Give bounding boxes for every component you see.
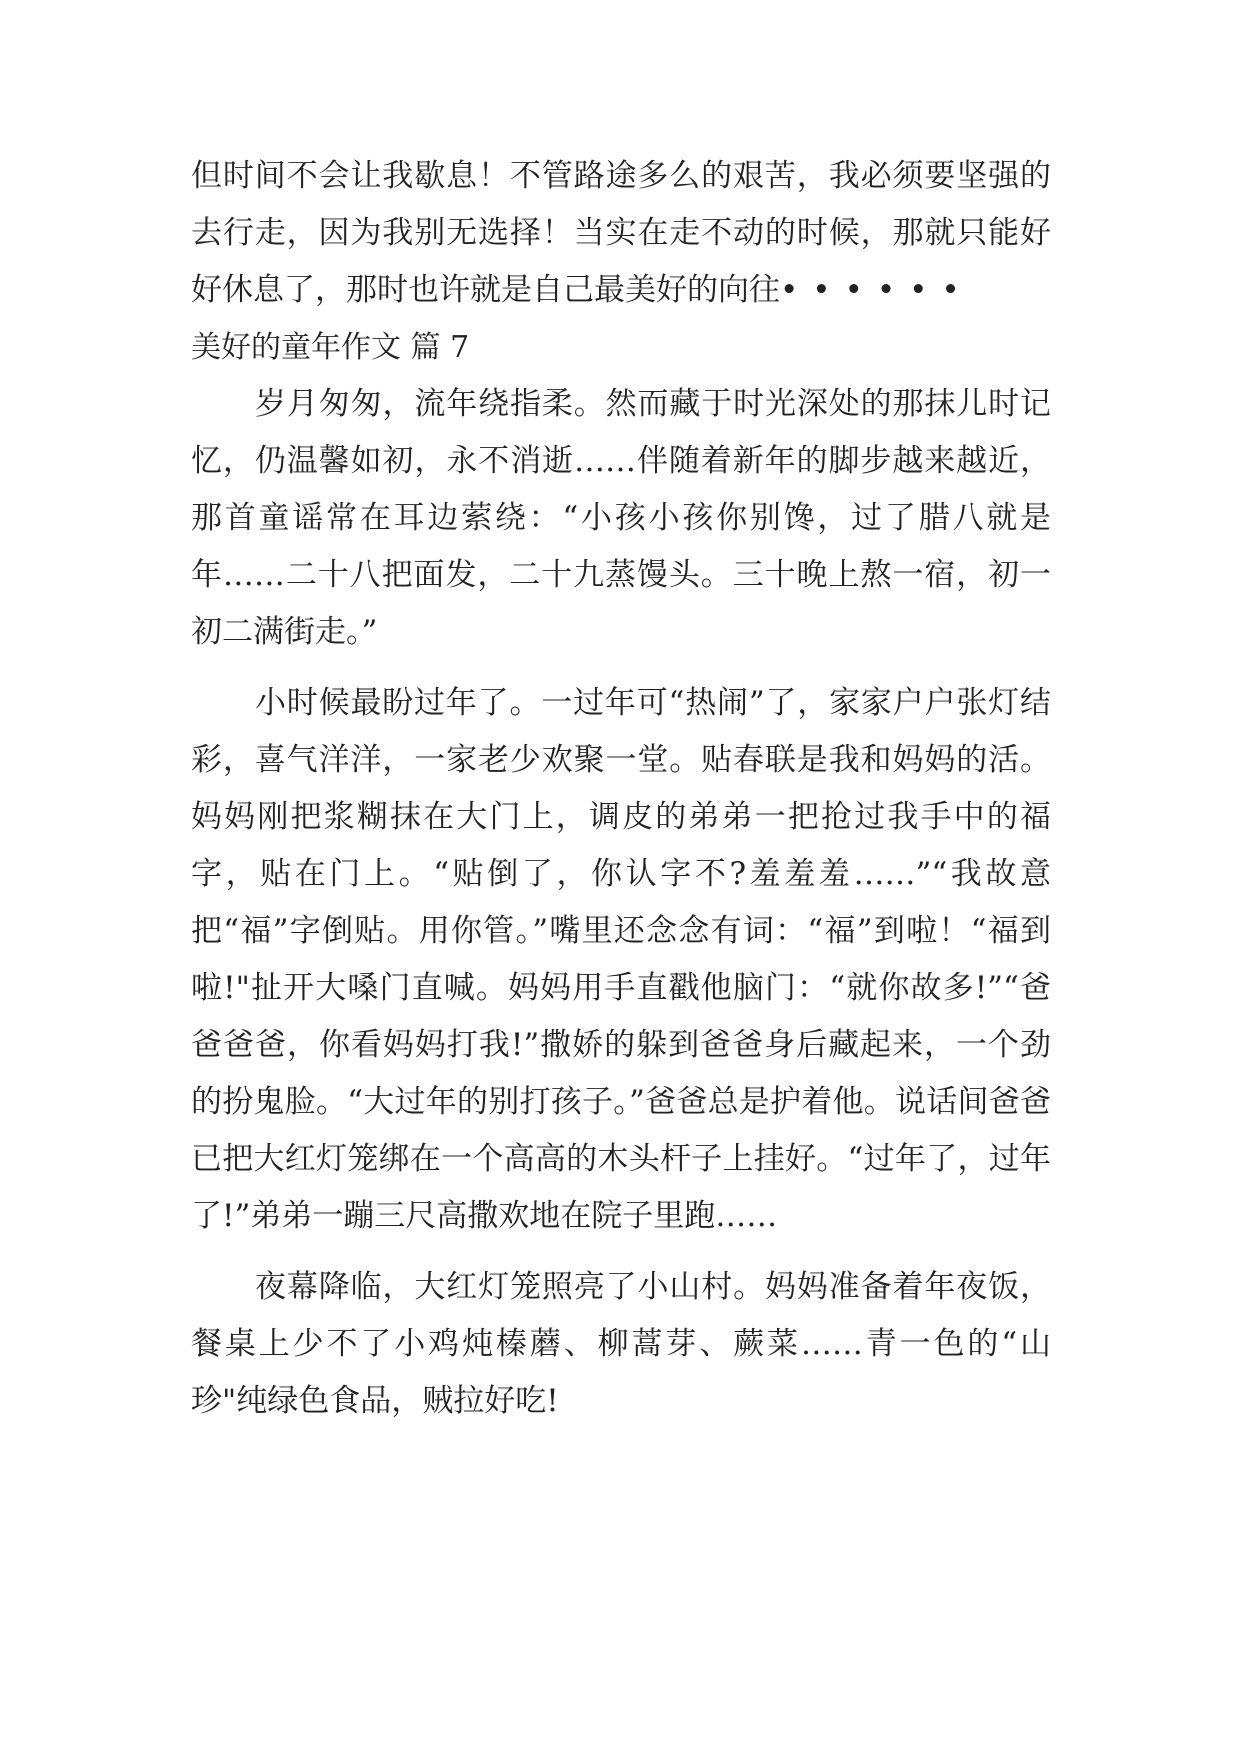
document-page — [191, 148, 1051, 1430]
paragraph-1: 岁月匆匆，流年绕指柔。然而藏于时光深处的那抹儿时记忆，仍温馨如初，永不消逝……伴随着新年的脚步越来越近，那首童谣常在耳边萦绕：“小孩小孩你别馋，过了腊八就是年……二十八把面发，二十九蒸馒头。三十晚上熬一宿，初一初二满街走。” — [191, 386, 1051, 650]
continued-paragraph-text: 但时间不会让我歇息！不管路途多么的艰苦，我必须要坚强的去行走，因为我别无选择！当实在走不动的时候，那就只能好好休息了，那时也许就是自己最美好的向往 — [191, 158, 1051, 308]
essay-heading: 美好的童年作文 篇 7 — [191, 330, 470, 365]
ellipsis-dots: •••••• — [780, 272, 974, 308]
paragraph-gap — [191, 661, 1051, 675]
paragraph-3: 夜幕降临，大红灯笼照亮了小山村。妈妈准备着年夜饭，餐桌上少不了小鸡炖榛蘑、柳蒿芽、蕨菜……青一色的“山珍"纯绿色食品，贼拉好吃! — [191, 1269, 1051, 1419]
paragraph-gap — [191, 1245, 1051, 1259]
paragraph-2: 小时候最盼过年了。一过年可“热闹”了，家家户户张灯结彩，喜气洋洋，一家老少欢聚一堂。贴春联是我和妈妈的活。妈妈刚把浆糊抹在大门上，调皮的弟弟一把抢过我手中的福字，贴在门上。“贴倒了，你认字不?羞羞羞……”“我故意把“福”字倒贴。用你管。”嘴里还念念有词：“福”到啦！“福到啦!"扯开大嗓门直喊。妈妈用手直戳他脑门：“就你故多!”“爸爸爸爸，你看妈妈打我!”撒娇的躲到爸爸身后藏起来，一个劲的扮鬼脸。“大过年的别打孩子。”爸爸总是护着他。说话间爸爸已把大红灯笼绑在一个高高的木头杆子上挂好。“过年了，过年了!”弟弟一蹦三尺高撒欢地在院子里跑…… — [191, 685, 1051, 1234]
continued-paragraph — [191, 148, 1051, 319]
